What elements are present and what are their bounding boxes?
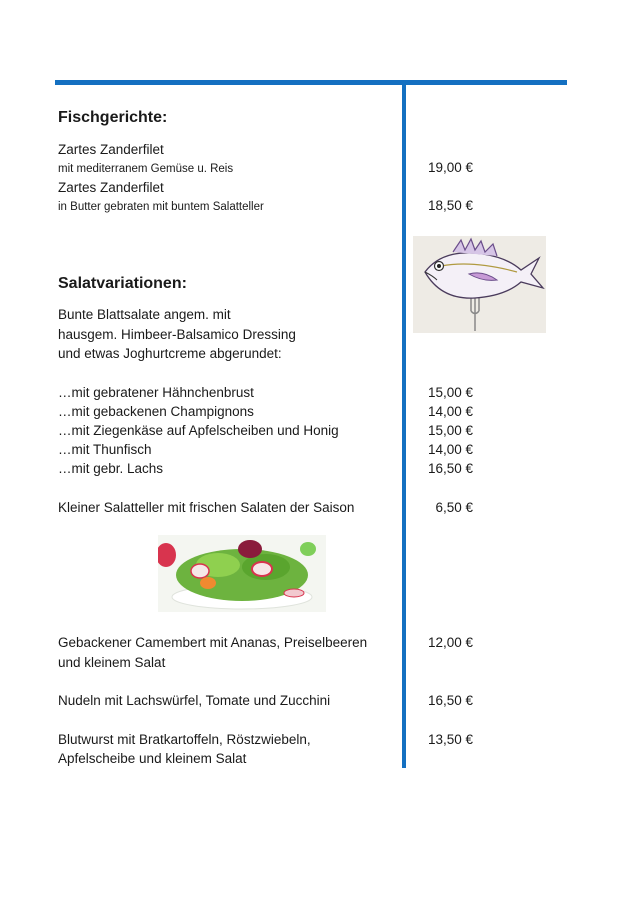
dish-line: und kleinem Salat bbox=[58, 655, 166, 670]
salad-item-name: …mit gebackenen Champignons bbox=[58, 404, 254, 419]
fish-item-price: 19,00 € bbox=[427, 160, 473, 175]
salad-image bbox=[158, 535, 326, 612]
salad-item-name: …mit Thunfisch bbox=[58, 442, 152, 457]
salad-item-price: 14,00 € bbox=[427, 442, 473, 457]
fish-image bbox=[413, 236, 546, 333]
fish-item-name: Zartes Zanderfilet bbox=[58, 180, 164, 195]
salad-bowl-icon bbox=[158, 535, 326, 612]
salad-item-name: …mit gebratener Hähnchenbrust bbox=[58, 385, 254, 400]
fish-on-fork-icon bbox=[413, 236, 546, 333]
dish-line: Nudeln mit Lachswürfel, Tomate und Zucchini bbox=[58, 693, 331, 708]
small-salad-plate-price: 6,50 € bbox=[435, 500, 473, 515]
dish-price: 16,50 € bbox=[427, 693, 473, 708]
fish-item-desc: in Butter gebraten mit buntem Salatteller bbox=[58, 201, 264, 213]
dish-price: 13,50 € bbox=[427, 732, 473, 747]
salad-item-name: …mit Ziegenkäse auf Apfelscheiben und Honig bbox=[58, 423, 339, 438]
salad-section-heading: Salatvariationen: bbox=[58, 275, 187, 292]
small-salad-plate-name: Kleiner Salatteller mit frischen Salaten der Saison bbox=[58, 500, 355, 515]
fish-item-desc: mit mediterranem Gemüse u. Reis bbox=[58, 163, 234, 175]
salad-intro-line: und etwas Joghurtcreme abgerundet: bbox=[58, 346, 282, 361]
salad-item-price: 14,00 € bbox=[427, 404, 473, 419]
fish-item-price: 18,50 € bbox=[427, 198, 473, 213]
salad-intro-line: hausgem. Himbeer-Balsamico Dressing bbox=[58, 327, 296, 342]
dish-line: Apfelscheibe und kleinem Salat bbox=[58, 751, 247, 766]
dish-price: 12,00 € bbox=[427, 635, 473, 650]
top-divider-line bbox=[55, 80, 567, 85]
fish-section-heading: Fischgerichte: bbox=[58, 109, 168, 126]
dish-line: Blutwurst mit Bratkartoffeln, Röstzwiebeln, bbox=[58, 732, 311, 747]
salad-item-price: 15,00 € bbox=[427, 385, 473, 400]
salad-item-name: …mit gebr. Lachs bbox=[58, 461, 164, 476]
fish-item-name: Zartes Zanderfilet bbox=[58, 142, 164, 157]
dish-line: Gebackener Camembert mit Ananas, Preiselbeeren bbox=[58, 635, 368, 650]
salad-item-price: 15,00 € bbox=[427, 423, 473, 438]
salad-item-price: 16,50 € bbox=[427, 461, 473, 476]
price-column-divider bbox=[402, 80, 406, 768]
salad-intro-line: Bunte Blattsalate angem. mit bbox=[58, 307, 231, 322]
